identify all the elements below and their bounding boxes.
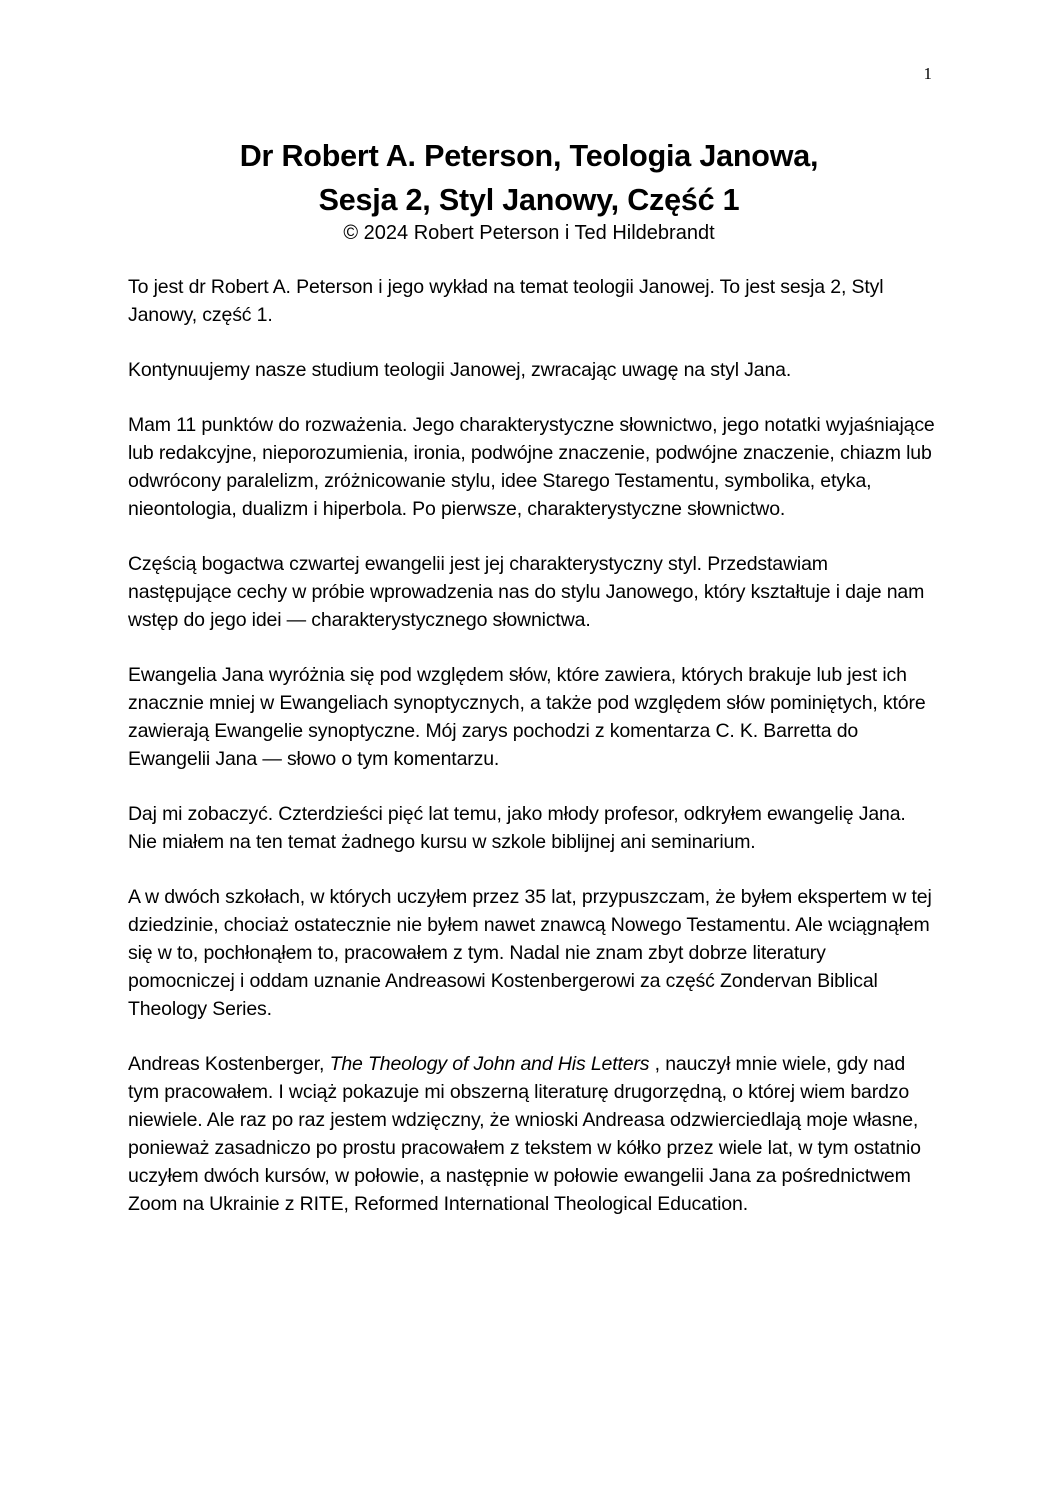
body-text bbox=[128, 273, 936, 1218]
title-block bbox=[100, 134, 958, 246]
paragraph-4: Częścią bogactwa czwartej ewangelii jest jej charakterystyczny styl. Przedstawiam następujące cechy w próbie wprowadzenia nas do stylu Janowego, który kształtuje i daje nam wstęp do jego idei — charakterystycznego słownictwa. bbox=[128, 553, 925, 631]
paragraph-8 bbox=[128, 1050, 936, 1218]
paragraph-3: Mam 11 punktów do rozważenia. Jego charakterystyczne słownictwo, jego notatki wyjaśniające lub redakcyjne, nieporozumienia, ironia, podwójne znaczenie, podwójne znaczenie, chiazm lub odwrócony paralelizm, zróżnicowanie stylu, idee Starego Testamentu, symbolika, etyka, nieontologia, dualizm i hiperbola. Po pierwsze, charakterystyczne słownictwo. bbox=[128, 414, 935, 520]
paragraph-2: Kontynuujemy nasze studium teologii Janowej, zwracając uwagę na styl Jana. bbox=[128, 359, 792, 381]
title-line-1: Dr Robert A. Peterson, Teologia Janowa, bbox=[239, 139, 819, 173]
paragraph-8-lead: Andreas Kostenberger, bbox=[128, 1053, 330, 1075]
paragraph-6: Daj mi zobaczyć. Czterdzieści pięć lat temu, jako młody profesor, odkryłem ewangelię Jana. Nie miałem na ten temat żadnego kursu w szkole biblijnej ani seminarium. bbox=[128, 803, 906, 853]
copyright-line: © 2024 Robert Peterson i Ted Hildebrandt bbox=[343, 222, 715, 244]
paragraph-5: Ewangelia Jana wyróżnia się pod względem słów, które zawiera, których brakuje lub jest ich znacznie mniej w Ewangeliach synoptycznych, a także pod względem słów pominiętych, które zawierają Ewangelie synoptyczne. Mój zarys pochodzi z komentarza C. K. Barretta do Ewangelii Jana — słowo o tym komentarzu. bbox=[128, 664, 926, 770]
paragraph-7: A w dwóch szkołach, w których uczyłem przez 35 lat, przypuszczam, że byłem ekspertem w tej dziedzinie, chociaż ostatecznie nie byłem nawet znawcą Nowego Testamentu. Ale wciągnąłem się w to, pochłonąłem to, pracowałem z tym. Nadal nie znam zbyt dobrze literatury pomocniczej i oddam uznanie Andreasowi Kostenbergerowi za część Zondervan Biblical Theology Series. bbox=[128, 886, 932, 1020]
page-number: 1 bbox=[923, 64, 932, 83]
paragraph-1: To jest dr Robert A. Peterson i jego wykład na temat teologii Janowej. To jest sesja 2, Styl Janowy, część 1. bbox=[128, 276, 884, 326]
paragraph-8-rest: , nauczył mnie wiele, gdy nad tym pracowałem. I wciąż pokazuje mi obszerną literaturę drugorzędną, o której wiem bardzo niewiele. Ale raz po raz jestem wdzięczny, że wnioski Andreasa odzwierciedlają moje własne, ponieważ zasadniczo po prostu pracowałem z tekstem w kółko przez wiele lat, w tym ostatnio uczyłem dwóch kursów, w połowie, a następnie w połowie ewangelii Jana za pośrednictwem Zoom na Ukrainie z RITE, Reformed International Theological Education. bbox=[128, 1053, 921, 1215]
book-title: The Theology of John and His Letters bbox=[329, 1053, 650, 1075]
title-line-2: Sesja 2, Styl Janowy, Część 1 bbox=[318, 183, 740, 217]
